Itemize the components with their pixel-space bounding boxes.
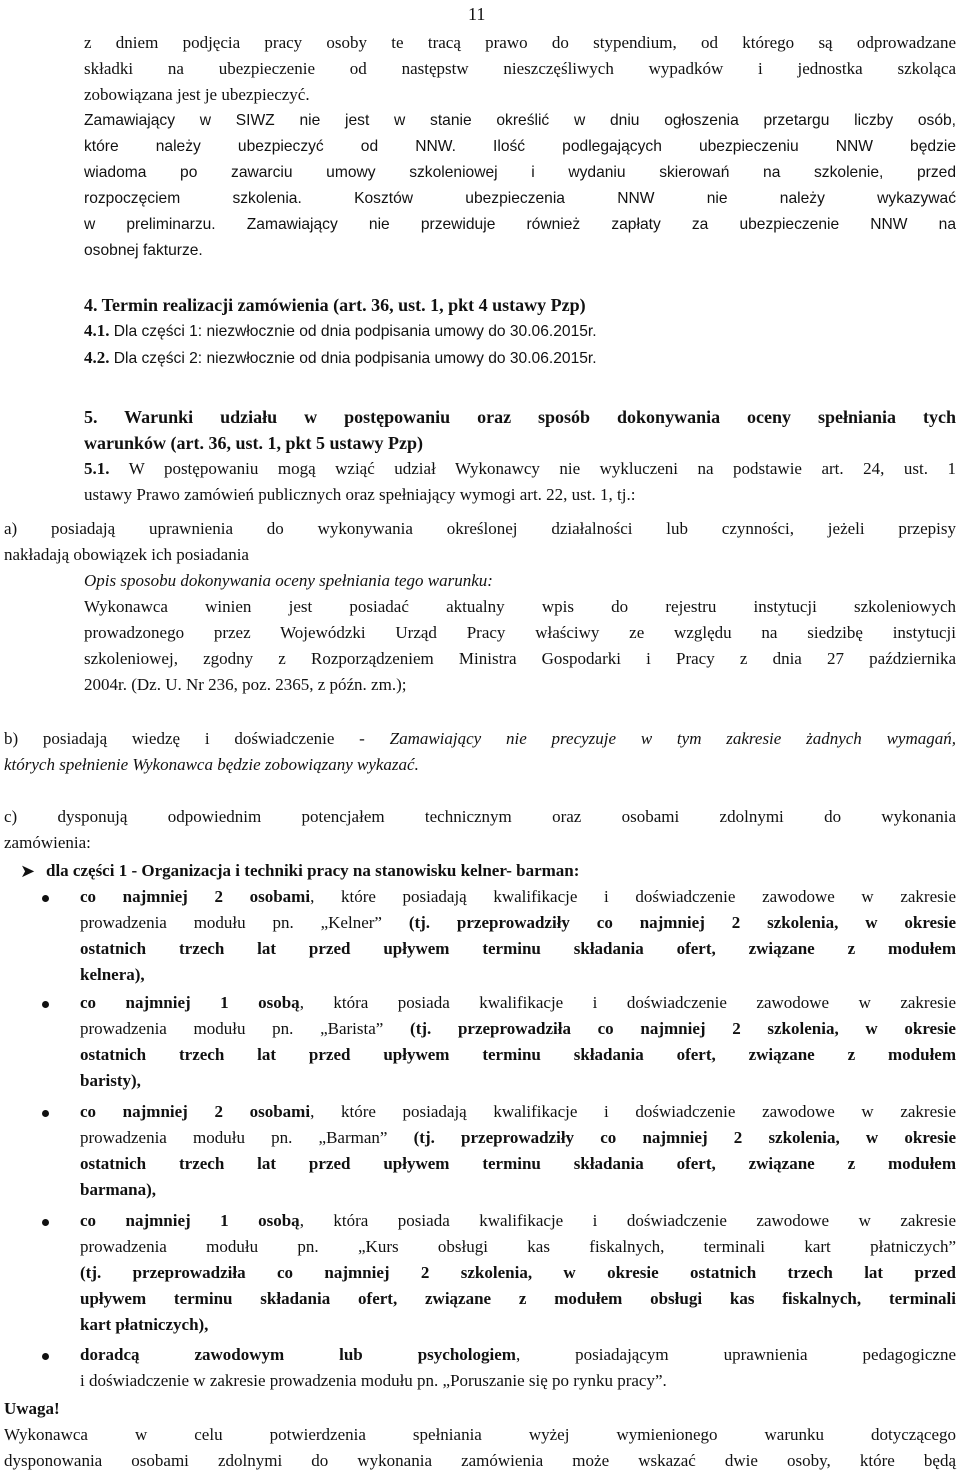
bullet-icon — [42, 1219, 49, 1226]
text-line: których spełnienie Wykonawca będzie zobowiązany wykazać. — [4, 755, 419, 774]
text-line: co najmniej 2 osobami, które posiadają kwalifikacje i doświadczenie zawodowe w zakresie — [80, 887, 956, 906]
list-item — [80, 1099, 956, 1203]
text-line: zamówienia: — [4, 833, 91, 852]
description-title: Opis sposobu dokonywania oceny spełniania tego warunku: — [84, 571, 493, 590]
text-line: dysponowania osobami zdolnymi do wykonania zamówienia może wskazać dwie osoby, które będą — [4, 1451, 956, 1470]
text-line: kelnera), — [80, 965, 145, 984]
text-line: rozpoczęciem szkolenia. Kosztów ubezpieczenia NNW nie należy wykazywać — [84, 190, 956, 207]
text-line: prowadzenia modułu pn. „Barista” (tj. przeprowadziła co najmniej 2 szkolenia, w okresie — [80, 1019, 956, 1038]
bullet-icon — [42, 1001, 49, 1008]
subsection-heading: dla części 1 - Organizacja i techniki pracy na stanowisku kelner- barman: — [46, 861, 580, 880]
text-line: ustawy Prawo zamówień publicznych oraz spełniający wymogi art. 22, ust. 1, tj.: — [84, 485, 636, 504]
insurance-paragraph — [84, 108, 956, 264]
section-4 — [84, 292, 956, 372]
text-line: osobnej fakturze. — [84, 242, 203, 259]
list-item — [80, 884, 956, 988]
text-line: Wykonawca winien jest posiadać aktualny wpis do rejestru instytucji szkoleniowych — [84, 597, 956, 616]
text-line: ostatnich trzech lat przed upływem terminu składania ofert, związane z modułem — [80, 1045, 956, 1064]
text-line: a) posiadają uprawnienia do wykonywania określonej działalności lub czynności, jeżeli przepisy — [4, 519, 956, 538]
condition-a-description — [84, 568, 956, 698]
bullet-icon — [42, 895, 49, 902]
text-line: nakładają obowiązek ich posiadania — [4, 545, 249, 564]
list-item: 4.2. Dla części 2: niezwłocznie od dnia podpisania umowy do 30.06.2015r. — [84, 348, 597, 367]
note — [4, 1396, 956, 1474]
text-line: z dniem podjęcia pracy osoby te tracą prawo do stypendium, od którego są odprowadzane — [84, 33, 956, 52]
section-5 — [84, 404, 956, 508]
text-line: (tj. przeprowadziła co najmniej 2 szkolenia, w okresie ostatnich trzech lat przed — [80, 1263, 956, 1282]
intro-paragraph — [84, 30, 956, 108]
text-line: 2004r. (Dz. U. Nr 236, poz. 2365, z późn. zm.); — [84, 675, 407, 694]
text-line: Zamawiający w SIWZ nie jest w stanie określić w dniu ogłoszenia przetargu liczby osób, — [84, 112, 956, 129]
text-line: szkoleniowej, zgodny z Rozporządzeniem Ministra Gospodarki i Pracy z dnia 27 października — [84, 649, 956, 668]
page-number: 11 — [468, 4, 486, 24]
text-line: baristy), — [80, 1071, 141, 1090]
note-label: Uwaga! — [4, 1399, 60, 1418]
text-line: upływem terminu składania ofert, związane z modułem obsługi kas fiskalnych, terminali — [80, 1289, 956, 1308]
list-item — [80, 990, 956, 1094]
section-heading: 4. Termin realizacji zamówienia (art. 36, ust. 1, pkt 4 ustawy Pzp) — [84, 295, 586, 315]
text-line: Wykonawca w celu potwierdzenia spełniania wyżej wymienionego warunku dotyczącego — [4, 1425, 956, 1444]
text-line: barmana), — [80, 1180, 157, 1199]
bullet-icon — [42, 1110, 49, 1117]
text-line: i doświadczenie w zakresie prowadzenia modułu pn. „Poruszanie się po rynku pracy”. — [80, 1371, 667, 1390]
text-line: co najmniej 1 osobą, która posiada kwalifikacje i doświadczenie zawodowe w zakresie — [80, 993, 956, 1012]
text-line: prowadzenia modułu pn. „Kurs obsługi kas fiskalnych, terminali kart płatniczych” — [80, 1237, 956, 1256]
text-line: składki na ubezpieczenie od następstw nieszczęśliwych wypadków i jednostka szkoląca — [84, 59, 956, 78]
arrow-bullet-icon: ➤ — [20, 861, 36, 881]
text-line: b) posiadają wiedzę i doświadczenie - Zamawiający nie precyzuje w tym zakresie żadnych wymagań, — [4, 729, 956, 748]
text-line: w preliminarzu. Zamawiający nie przewiduje również zapłaty za ubezpieczenie NNW na — [84, 216, 956, 233]
text-line: prowadzonego przez Wojewódzki Urząd Pracy właściwy ze względu na siedzibę instytucji — [84, 623, 956, 642]
text-line: zobowiązana jest je ubezpieczyć. — [84, 85, 310, 104]
list-item: 4.1. Dla części 1: niezwłocznie od dnia podpisania umowy do 30.06.2015r. — [84, 321, 597, 340]
part-1-heading — [46, 858, 956, 884]
text-line: które należy ubezpieczyć od NNW. Ilość podlegających ubezpieczeniu NNW będzie — [84, 138, 957, 155]
section-heading: warunków (art. 36, ust. 1, pkt 5 ustawy Pzp) — [84, 433, 424, 453]
condition-c — [4, 804, 956, 856]
text-line: 5.1. W postępowaniu mogą wziąć udział Wykonawcy nie wykluczeni na podstawie art. 24, ust. 1 — [84, 459, 956, 478]
text-line: wiadoma po zawarciu umowy szkoleniowej i wydaniu skierowań na szkolenie, przed — [84, 164, 956, 181]
text-line: ostatnich trzech lat przed upływem terminu składania ofert, związane z modułem — [80, 939, 956, 958]
list-item — [80, 1208, 956, 1338]
text-line: c) dysponują odpowiednim potencjałem technicznym oraz osobami zdolnymi do wykonania — [4, 807, 956, 826]
text-line: prowadzenia modułu pn. „Barman” (tj. przeprowadziły co najmniej 2 szkolenia, w okresie — [80, 1128, 956, 1147]
text-line: kart płatniczych), — [80, 1315, 209, 1334]
section-heading: 5. Warunki udziału w postępowaniu oraz sposób dokonywania oceny spełniania tych — [84, 407, 956, 427]
list-item — [80, 1342, 956, 1394]
text-line: prowadzenia modułu pn. „Kelner” (tj. przeprowadziły co najmniej 2 szkolenia, w okresie — [80, 913, 956, 932]
text-line: co najmniej 1 osobą, która posiada kwalifikacje i doświadczenie zawodowe w zakresie — [80, 1211, 956, 1230]
condition-a — [4, 516, 956, 568]
text-line: ostatnich trzech lat przed upływem terminu składania ofert, związane z modułem — [80, 1154, 956, 1173]
text-line: co najmniej 2 osobami, które posiadają kwalifikacje i doświadczenie zawodowe w zakresie — [80, 1102, 956, 1121]
condition-b — [4, 726, 956, 778]
text-line: doradcą zawodowym lub psychologiem, posiadającym uprawnienia pedagogiczne — [80, 1345, 956, 1364]
bullet-icon — [42, 1353, 49, 1360]
